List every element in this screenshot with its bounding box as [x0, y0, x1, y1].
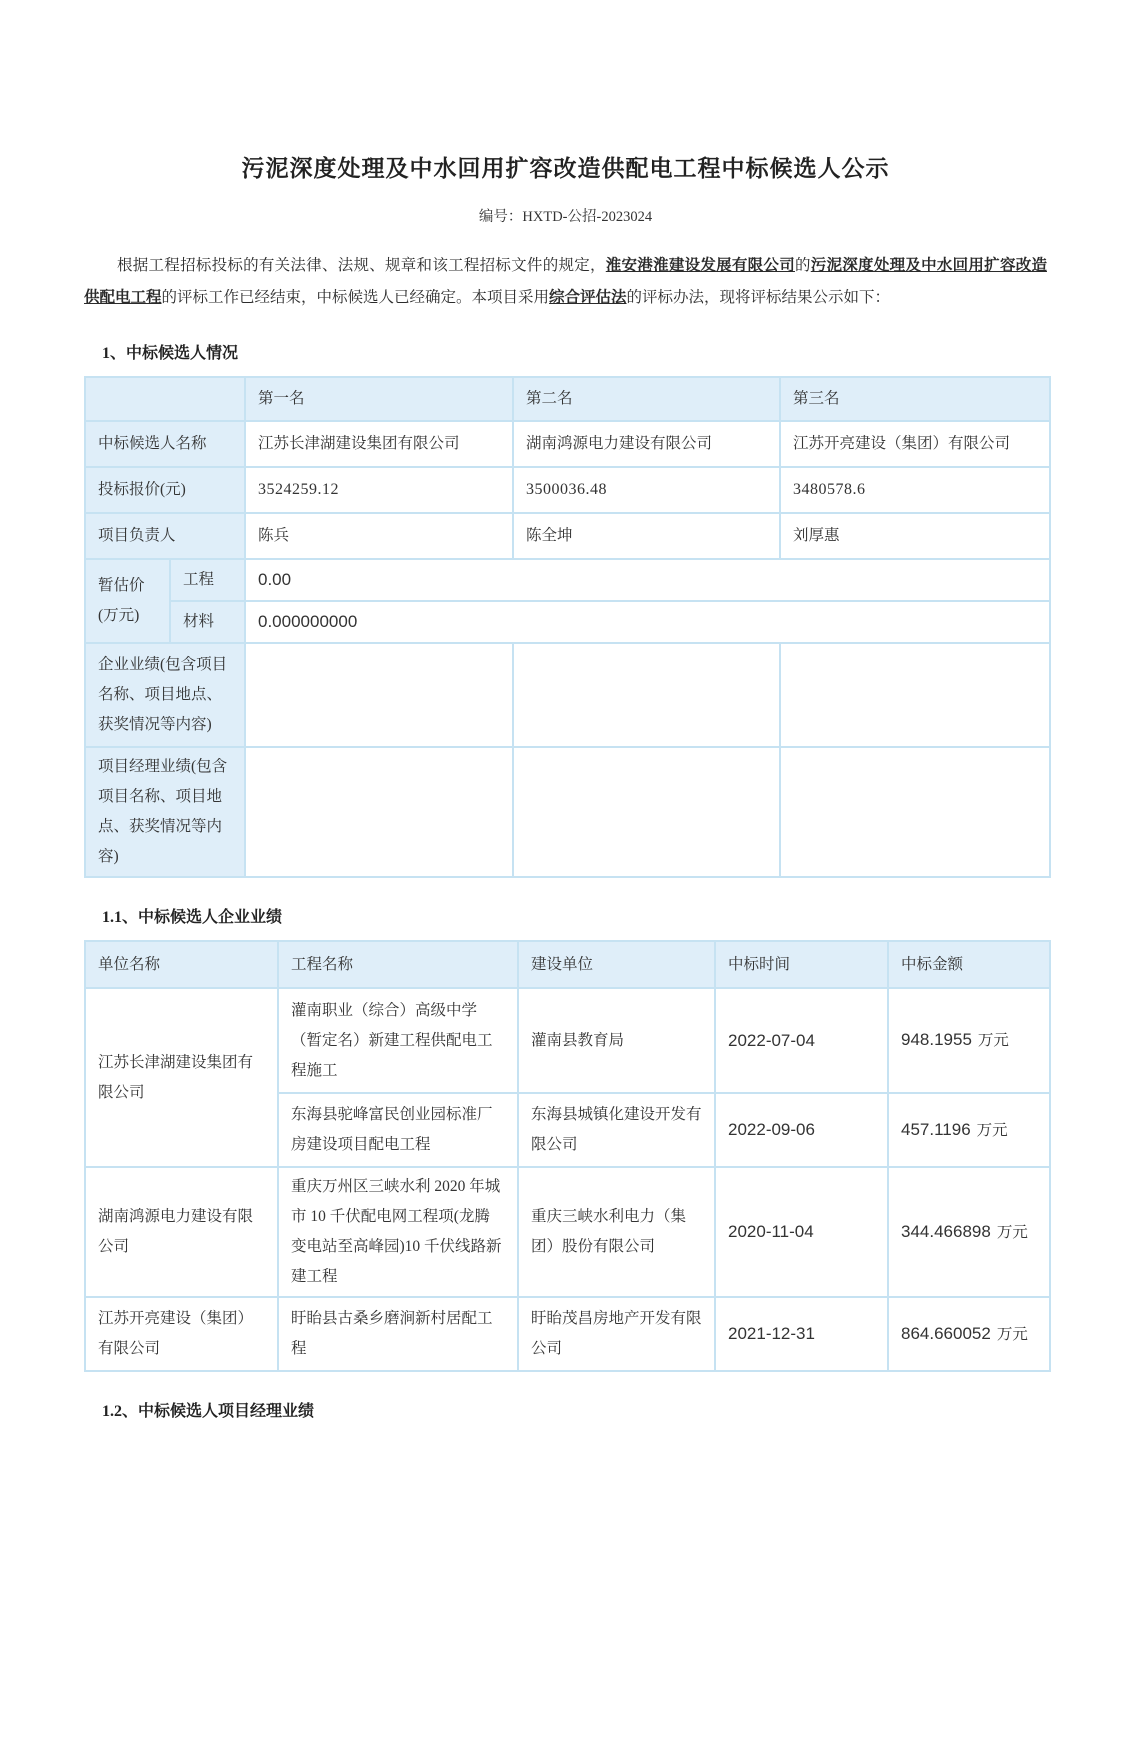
- rank-header-3: 第三名: [781, 378, 1049, 422]
- intro-paragraph: [84, 250, 1047, 314]
- estimate-engineering-value: 0.00: [246, 560, 1049, 602]
- corner-cell: [86, 378, 246, 422]
- owner-name: 东海县城镇化建设开发有限公司: [519, 1094, 716, 1168]
- owner-name: 灌南县教育局: [519, 989, 716, 1094]
- candidate-name-3: 江苏开亮建设（集团）有限公司: [781, 422, 1049, 468]
- table-row: [86, 378, 1049, 422]
- bid-price-3: 3480578.6: [781, 468, 1049, 514]
- table-row: [86, 602, 1049, 644]
- manager-performance-2: [514, 748, 781, 876]
- tenderer-name: 淮安港淮建设发展有限公司: [605, 257, 795, 274]
- bid-price-2: 3500036.48: [514, 468, 781, 514]
- company-name: 湖南鸿源电力建设有限公司: [86, 1168, 279, 1298]
- doc-number: 编号：HXTD-公招-2023024: [478, 209, 653, 225]
- evaluation-method: 综合评估法: [549, 289, 627, 306]
- row-label-bid-price: 投标报价(元): [86, 468, 246, 514]
- project-name-cell: 盱眙县古桑乡磨涧新村居配工程: [279, 1298, 519, 1370]
- candidates-table: [84, 376, 1051, 878]
- project-manager-1: 陈兵: [246, 514, 514, 560]
- table-row: [86, 514, 1049, 560]
- section-heading-1: 1、中标候选人情况: [102, 345, 239, 362]
- row-label-project-manager: 项目负责人: [86, 514, 246, 560]
- row-label-candidate-name: 中标候选人名称: [86, 422, 246, 468]
- intro-text: 的: [794, 257, 811, 274]
- table-row: [86, 942, 1049, 989]
- bid-price-1: 3524259.12: [246, 468, 514, 514]
- col-header-project: 工程名称: [279, 942, 519, 989]
- manager-performance-3: [781, 748, 1049, 876]
- company-name: 江苏长津湖建设集团有限公司: [86, 989, 279, 1168]
- owner-name: 盱眙茂昌房地产开发有限公司: [519, 1298, 716, 1370]
- table-row: [86, 989, 1049, 1094]
- award-amount-number: 457.1196: [901, 1119, 971, 1139]
- table-row: [86, 468, 1049, 514]
- award-amount-number: 344.466898: [901, 1221, 991, 1241]
- award-amount-unit: 万元: [976, 1121, 1008, 1139]
- rank-header-2: 第二名: [514, 378, 781, 422]
- col-header-company: 单位名称: [86, 942, 279, 989]
- intro-text: 的评标办法，现将评标结果公示如下：: [626, 289, 891, 306]
- candidate-name-2: 湖南鸿源电力建设有限公司: [514, 422, 781, 468]
- award-date: 2022-09-06: [716, 1094, 889, 1168]
- manager-performance-1: [246, 748, 514, 876]
- table-row: [86, 644, 1049, 748]
- intro-text: 的评标工作已经结束，中标候选人已经确定。本项目采用: [161, 289, 550, 306]
- estimate-material-value: 0.000000000: [246, 602, 1049, 644]
- estimate-unit: (万元): [98, 607, 140, 624]
- table-row: [86, 560, 1049, 602]
- section-heading-1-2: 1.2、中标候选人项目经理业绩: [102, 1403, 315, 1420]
- estimate-label: 暂估价: [98, 577, 145, 594]
- project-manager-3: 刘厚惠: [781, 514, 1049, 560]
- project-name-cell: 灌南职业（综合）高级中学（暂定名）新建工程供配电工程施工: [279, 989, 519, 1094]
- col-header-amount: 中标金额: [889, 942, 1049, 989]
- page-title: 污泥深度处理及中水回用扩容改造供配电工程中标候选人公示: [241, 156, 890, 181]
- section-heading-1-1: 1.1、中标候选人企业业绩: [102, 909, 283, 926]
- award-amount-number: 864.660052: [901, 1323, 991, 1343]
- company-performance-1: [246, 644, 514, 748]
- row-label-manager-performance: 项目经理业绩(包含项目名称、项目地点、获奖情况等内容): [86, 748, 246, 876]
- award-amount: [889, 1298, 1049, 1370]
- document-page: [84, 150, 1047, 1421]
- company-name: 江苏开亮建设（集团）有限公司: [86, 1298, 279, 1370]
- company-performance-table: [84, 940, 1051, 1372]
- table-row: [86, 1168, 1049, 1298]
- award-amount: [889, 989, 1049, 1094]
- row-label-company-performance: 企业业绩(包含项目名称、项目地点、获奖情况等内容): [86, 644, 246, 748]
- award-amount: [889, 1094, 1049, 1168]
- estimate-sub-label-engineering: 工程: [171, 560, 246, 602]
- award-date: 2021-12-31: [716, 1298, 889, 1370]
- award-amount-unit: 万元: [996, 1325, 1028, 1343]
- award-amount-unit: 万元: [996, 1223, 1028, 1241]
- project-manager-2: 陈全坤: [514, 514, 781, 560]
- table-row: [86, 422, 1049, 468]
- award-date: 2020-11-04: [716, 1168, 889, 1298]
- company-performance-2: [514, 644, 781, 748]
- col-header-date: 中标时间: [716, 942, 889, 989]
- table-row: [86, 1298, 1049, 1370]
- project-name-cell: 东海县驼峰富民创业园标准厂房建设项目配电工程: [279, 1094, 519, 1168]
- company-performance-3: [781, 644, 1049, 748]
- award-amount-number: 948.1955: [901, 1030, 972, 1049]
- table-row: [86, 748, 1049, 876]
- project-name-cell: 重庆万州区三峡水利 2020 年城市 10 千伏配电网工程项(龙腾变电站至高峰园)10 千伏线路新建工程: [279, 1168, 519, 1298]
- rank-header-1: 第一名: [246, 378, 514, 422]
- intro-text: 根据工程招标投标的有关法律、法规、规章和该工程招标文件的规定，: [117, 257, 606, 274]
- award-amount-unit: 万元: [977, 1032, 1009, 1049]
- candidate-name-1: 江苏长津湖建设集团有限公司: [246, 422, 514, 468]
- project-name: 污泥深度处理及中水回用扩容改造供配电工程: [84, 257, 1047, 306]
- col-header-owner: 建设单位: [519, 942, 716, 989]
- row-label-estimate: [86, 560, 171, 644]
- estimate-sub-label-material: 材料: [171, 602, 246, 644]
- award-date: 2022-07-04: [716, 989, 889, 1094]
- owner-name: 重庆三峡水利电力（集团）股份有限公司: [519, 1168, 716, 1298]
- award-amount: [889, 1168, 1049, 1298]
